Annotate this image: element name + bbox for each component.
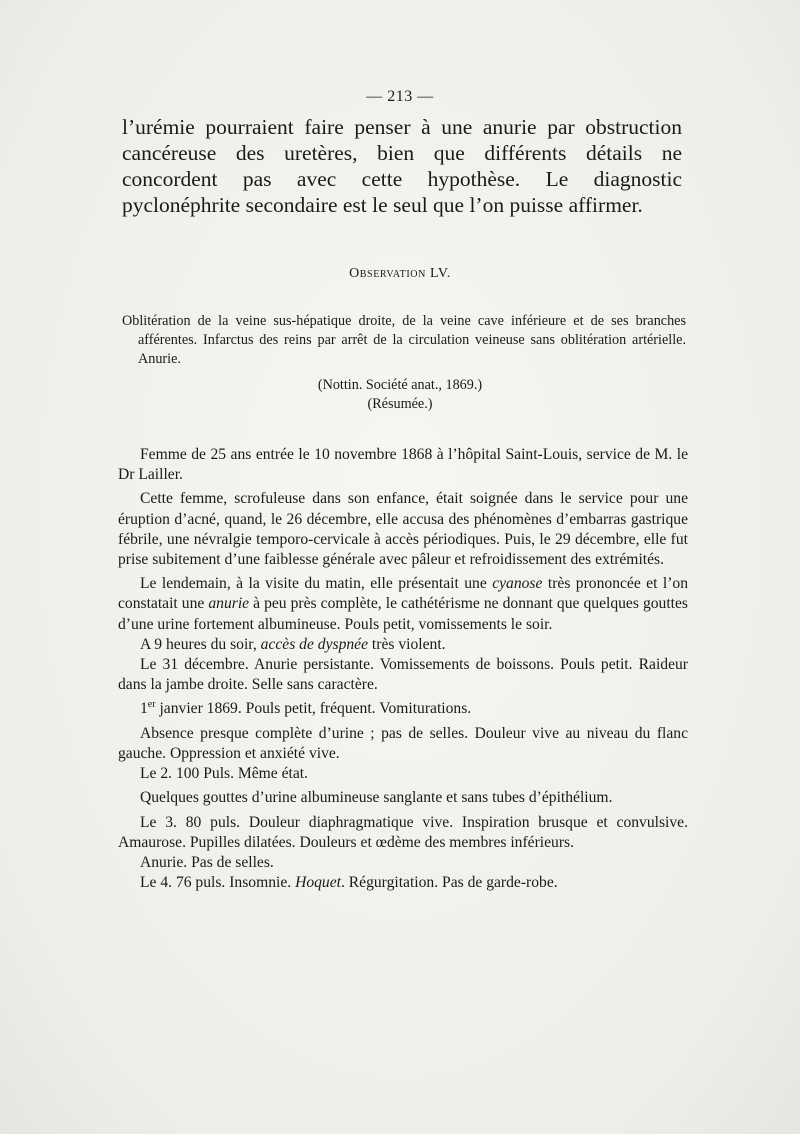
lead-paragraph-block — [122, 114, 682, 218]
observation-source-block — [0, 376, 800, 414]
observation-summary: Oblitération de la veine sus-hépatique droite, de la veine cave inférieure et de ses branches afférentes. Infarctus des reins par arrêt de la circulation veineuse sans oblitération artérielle. Anurie. — [122, 313, 686, 367]
text-run: A 9 heures du soir, — [140, 635, 261, 653]
text-run: très prononcée et l’on constatait une — [118, 575, 688, 613]
italic-term: accès de dyspnée — [260, 635, 369, 653]
superscript: er — [147, 699, 156, 711]
text-run: janvier 1869. Pouls petit, fréquent. Vomiturations. — [155, 700, 472, 718]
case-paragraph — [118, 574, 688, 635]
case-paragraph: Anurie. Pas de selles. — [140, 854, 274, 872]
case-paragraph: Le 3. 80 puls. Douleur diaphragmatique vive. Inspiration brusque et convulsive. Amaurose. Pupilles dilatées. Douleurs et œdème des membres inférieurs. — [118, 813, 688, 851]
case-body — [118, 445, 688, 893]
case-paragraph — [118, 635, 688, 655]
page-number: — 213 — — [366, 88, 434, 105]
text-run: 1 — [140, 700, 148, 718]
text-run: Le 4. 76 puls. Insomnie. — [140, 874, 296, 892]
case-paragraph: Le 31 décembre. Anurie persistante. Vomissements de boissons. Pouls petit. Raideur dans la jambe droite. Selle sans caractère. — [118, 656, 688, 694]
text-run: . Régurgitation. Pas de garde-robe. — [340, 874, 558, 892]
case-paragraph: Femme de 25 ans entrée le 10 novembre 1868 à l’hôpital Saint-Louis, service de M. le Dr Lailler. — [118, 446, 688, 484]
case-paragraph — [118, 695, 688, 719]
text-run: à peu près complète, le cathétérisme ne donnant que quelques gouttes d’une urine fortement albumineuse. Pouls petit, vomissements le soir. — [118, 595, 688, 633]
observation-summary-block — [122, 312, 686, 369]
lead-paragraph: l’urémie pourraient faire penser à une anurie par obstruction cancéreuse des uretères, bien que différents détails ne concordent pas avec cette hypothèse. Le diagnostic pyclonéphrite secondaire est le seul que l’on puisse affirmer. — [122, 115, 682, 217]
observation-title: Observation LV. — [349, 266, 451, 281]
italic-term: anurie — [208, 595, 250, 613]
case-paragraph — [118, 873, 688, 893]
italic-term: Hoquet — [295, 874, 341, 892]
italic-term: cyanose — [492, 575, 543, 593]
case-paragraph: Absence presque complète d’urine ; pas de selles. Douleur vive au niveau du flanc gauche. Oppression et anxiété vive. — [118, 724, 688, 763]
observation-source: (Nottin. Société anat., 1869.) — [317, 377, 483, 393]
text-run: très violent. — [368, 635, 446, 653]
observation-resume: (Résumée.) — [367, 396, 433, 412]
text-run: Le lendemain, à la visite du matin, elle présentait une — [140, 575, 493, 593]
case-paragraph: Quelques gouttes d’urine albumineuse sanglante et sans tubes d’épithélium. — [140, 789, 613, 807]
case-paragraph: Le 2. 100 Puls. Même état. — [140, 765, 309, 783]
case-paragraph: Cette femme, scrofuleuse dans son enfance, était soignée dans le service pour une éruption d’acné, quand, le 26 décembre, elle accusa des phénomènes d’embarras gastrique fébrile, une névralgie temporo-cervicale à accès périodiques. Puis, le 29 décembre, elle fut prise subitement d’une faiblesse générale avec pâleur et refroidissement des extrémités. — [118, 490, 688, 569]
